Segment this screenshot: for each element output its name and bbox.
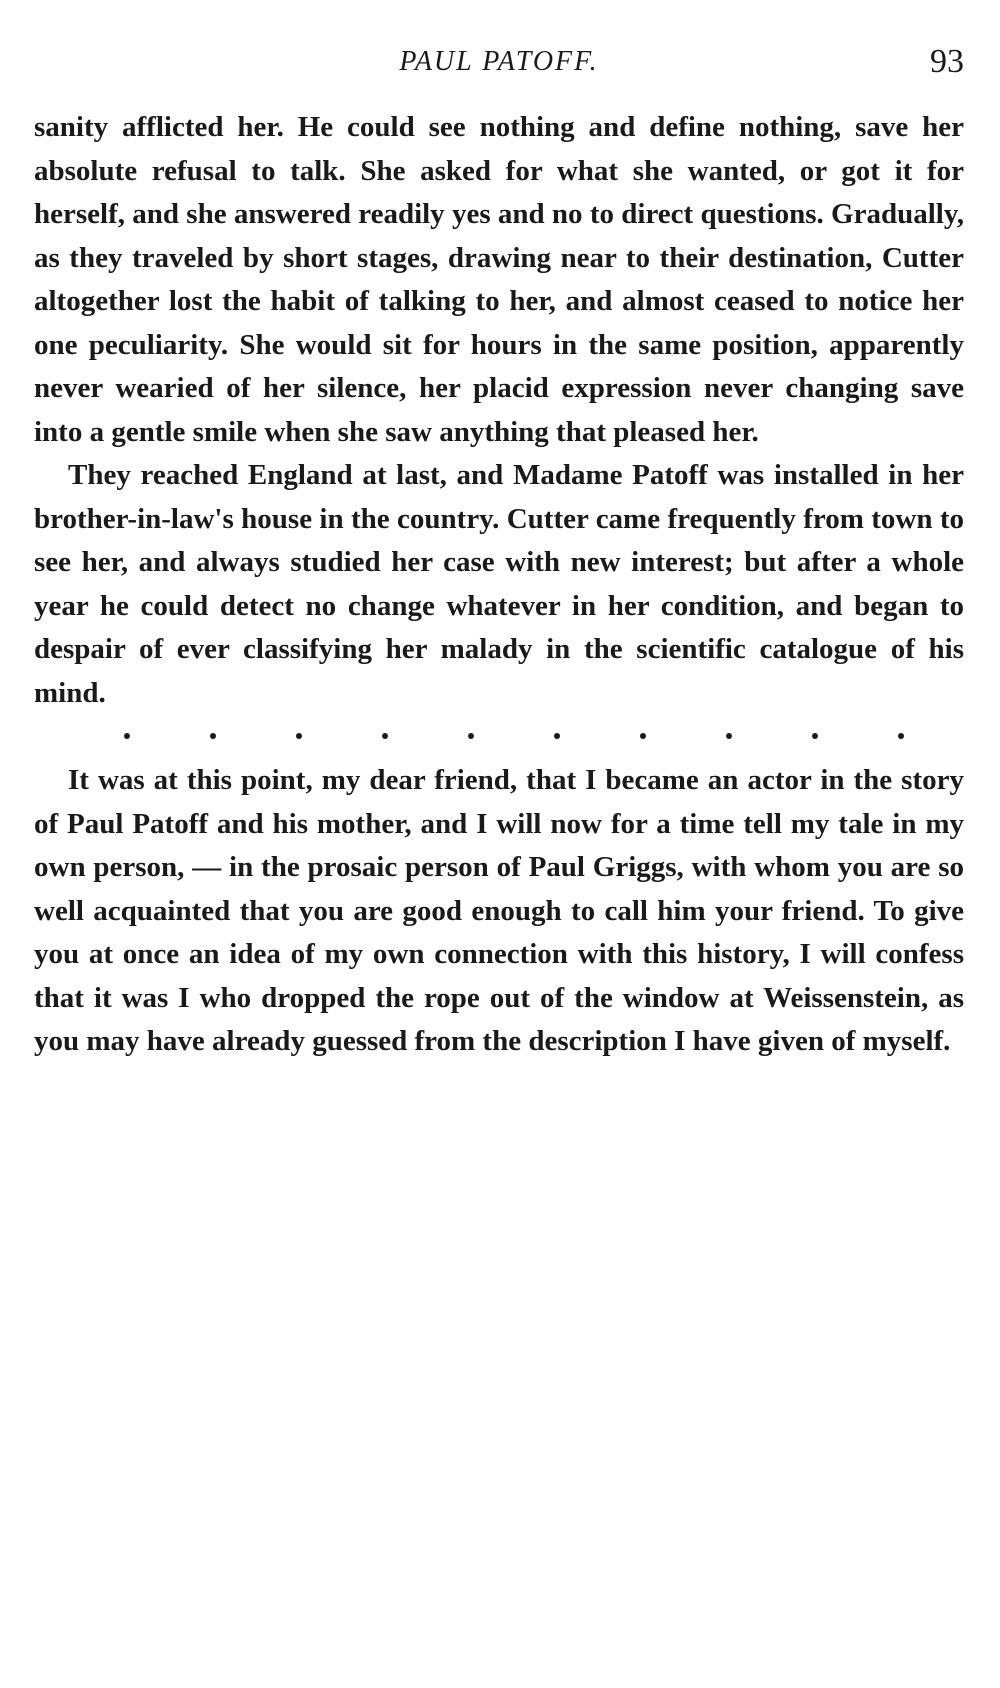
section-break-dot <box>124 733 130 739</box>
paragraph-1: sanity afflicted her. He could see nothing and define nothing, save her absolute refusal to talk. She asked for what she wanted, or got it for herself, and she answered readily yes and no to direct questions. Gradually, as they traveled by short stages, drawing near to their destination, Cutter altogether lost the habit of talking to her, and almost ceased to notice her one peculiarity. She would sit for hours in the same position, apparently never wearied of her silence, her placid expression never changing save into a gentle smile when she saw anything that pleased her. <box>34 111 964 448</box>
paragraph-2: They reached England at last, and Madame Patoff was installed in her brother-in-law's house in the country. Cutter came frequently from town to see her, and always studied her case with new interest; but after a whole year he could detect no change whatever in her condition, and began to despair of ever classifying her malady in the scientific catalogue of his mind. <box>34 459 964 709</box>
section-break-dot <box>210 733 216 739</box>
running-title: PAUL PATOFF. <box>399 46 599 77</box>
section-break-dot <box>296 733 302 739</box>
section-break-dot <box>812 733 818 739</box>
section-break-dot <box>898 733 904 739</box>
page-number: 93 <box>930 43 964 80</box>
paragraph-3: It was at this point, my dear friend, that I became an actor in the story of Paul Patoff and his mother, and I will now for a time tell my tale in my own person, — in the prosaic person of Paul Griggs, with whom you are so well acquainted that you are good enough to call him your friend. To give you at once an idea of my own connection with this history, I will confess that it was I who dropped the rope out of the window at Weissenstein, as you may have already guessed from the description I have given of myself. <box>34 764 964 1057</box>
section-break-dot <box>382 733 388 739</box>
running-head <box>34 40 964 84</box>
section-break <box>124 721 904 751</box>
section-break-dot <box>726 733 732 739</box>
section-break-dot <box>468 733 474 739</box>
section-break-dot <box>554 733 560 739</box>
body-text <box>34 106 964 1064</box>
section-break-dot <box>640 733 646 739</box>
